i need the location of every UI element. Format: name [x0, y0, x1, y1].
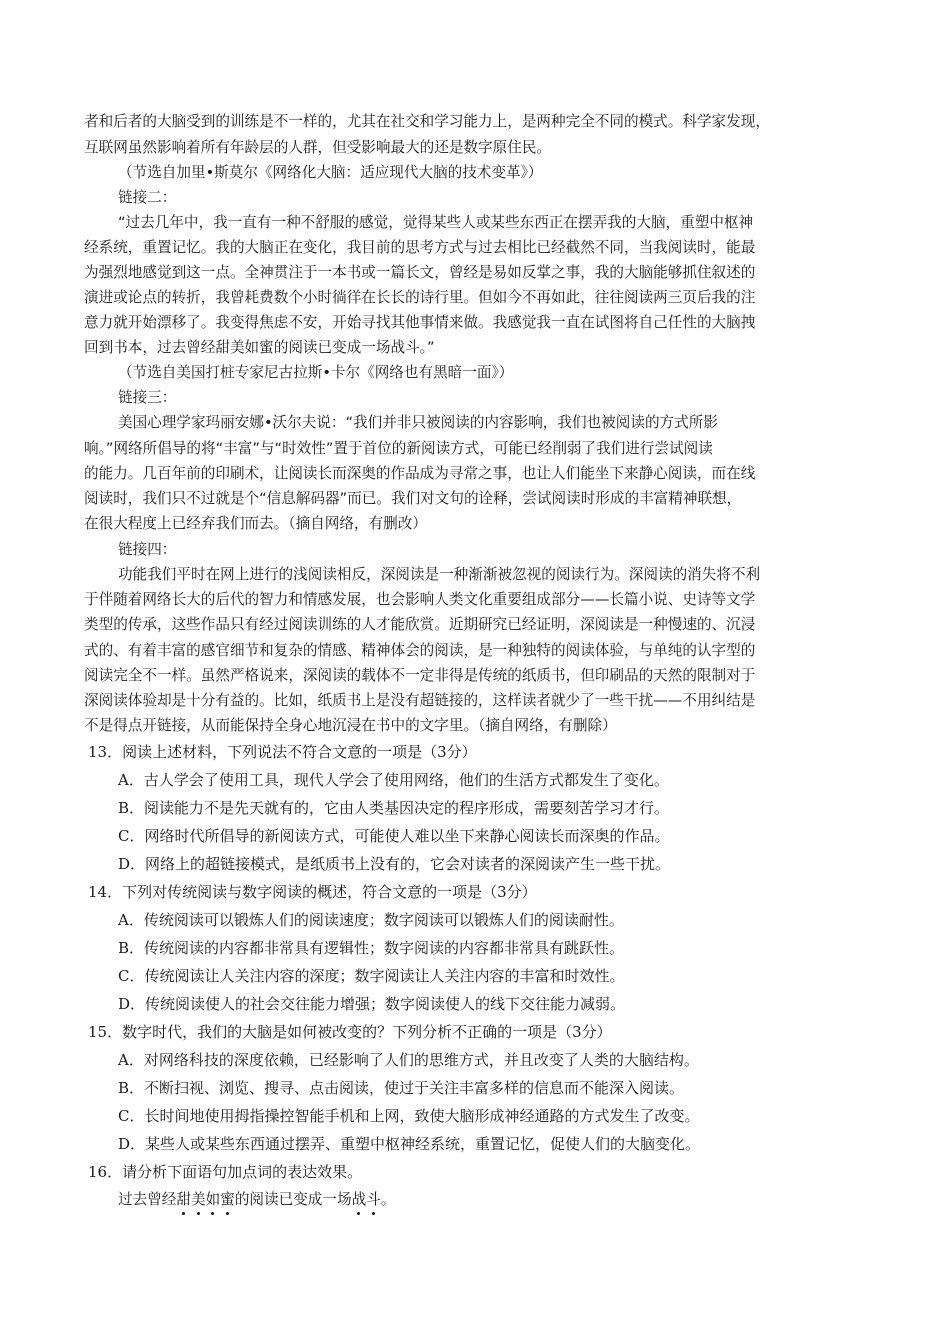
- section-heading: 链接二：: [118, 189, 177, 206]
- question-option: C．长时间地使用拇指操控智能手机和上网，致使大脑形成神经通路的方式发生了改变。: [118, 1107, 700, 1125]
- section-heading: 链接四：: [118, 541, 177, 558]
- emphasis-char: 如: [205, 1191, 221, 1208]
- passage-line: 功能我们平时在网上进行的浅阅读相反，深阅读是一种渐渐被忽视的阅读行为。深阅读的消失将不利: [118, 566, 761, 583]
- sentence-part: 。: [380, 1191, 396, 1208]
- dotted-word: [352, 1191, 381, 1208]
- question-stem: 16．请分析下面语句加点词的表达效果。: [88, 1163, 363, 1181]
- question-stem: 15．数字时代，我们的大脑是如何被改变的？下列分析不正确的一项是（3分）: [88, 1023, 612, 1041]
- passage-line: 式的、有着丰富的感官细节和复杂的情感、精神体会的阅读，是一种独特的阅读体验，与单纯的认字型的: [84, 642, 756, 659]
- emphasis-char: 战: [351, 1191, 367, 1208]
- passage-line: 演进或论点的转折，我曾耗费数个小时徜徉在长长的诗行里。但如今不再如此，往往阅读两三页后我的注: [84, 289, 756, 306]
- dotted-word: [176, 1191, 234, 1208]
- quoted-sentence: [118, 1190, 950, 1210]
- passage-line: 的能力。几百年前的印刷术，让阅读长而深奥的作品成为寻常之事，也让人们能坐下来静心阅读，而在线: [84, 465, 756, 482]
- question-option: D．某些人或某些东西通过摆弄、重塑中枢神经系统，重置记忆，促使人们的大脑变化。: [118, 1135, 701, 1153]
- passage-line: 经系统，重置记忆。我的大脑正在变化，我目前的思考方式与过去相比已经截然不同，当我阅读时，能最: [84, 239, 756, 256]
- passage-line: 互联网虽然影响着所有年龄层的人群，但受影响最大的还是数字原住民。: [84, 139, 552, 156]
- question-option: D．传统阅读使人的社会交往能力增强；数字阅读使人的线下交往能力减弱。: [118, 995, 626, 1013]
- question-option: C．传统阅读让人关注内容的深度；数字阅读让人关注内容的丰富和时效性。: [118, 967, 625, 985]
- question-option: B．传统阅读的内容都非常具有逻辑性；数字阅读的内容都非常具有跳跃性。: [118, 939, 625, 957]
- emphasis-char: 蜜: [220, 1191, 235, 1208]
- emphasis-char: 斗: [366, 1191, 381, 1208]
- passage-line: 美国心理学家玛丽安娜•沃尔夫说：“我们并非只被阅读的内容影响，我们也被阅读的方式所影: [118, 414, 718, 431]
- passage-line: 阅读时，我们只不过就是个“信息解码器”而已。我们对文句的诠释，尝试阅读时形成的丰富精神联想，: [84, 490, 742, 507]
- question-option: A．古人学会了使用工具，现代人学会了使用网络，他们的生活方式都发生了变化。: [118, 771, 669, 789]
- passage-line: 意力就开始漂移了。我变得焦虑不安，开始寻找其他事情来做。我感觉我一直在试图将自己任性的大脑拽: [84, 314, 756, 331]
- emphasis-char: 甜: [176, 1191, 191, 1208]
- sentence-part: 的阅读已变成一场: [234, 1191, 352, 1208]
- passage-line: 不是得点开链接，从而能保持全身心地沉浸在书中的文字里。（摘自网络，有删除）: [84, 717, 617, 734]
- question-option: B．阅读能力不是先天就有的，它由人类基因决定的程序形成，需要刻苦学习才行。: [118, 799, 670, 817]
- passage-line: 于伴随着网络长大的后代的智力和情感发展，也会影响人类文化重要组成部分——长篇小说、史诗等文学: [84, 591, 756, 608]
- question-stem: 14．下列对传统阅读与数字阅读的概述，符合文意的一项是（3分）: [88, 883, 537, 901]
- question-stem: 13．阅读上述材料，下列说法不符合文意的一项是（3分）: [88, 743, 477, 761]
- passage-source: （节选自加里•斯莫尔《网络化大脑：适应现代大脑的技术变革》）: [118, 164, 543, 181]
- passage-line: 回到书本，过去曾经甜美如蜜的阅读已变成一场战斗。”: [84, 339, 435, 356]
- passage-line: 为强烈地感觉到这一点。全神贯注于一本书或一篇长文，曾经是易如反掌之事，我的大脑能够抓住叙述的: [84, 264, 756, 281]
- passage-line: 者和后者的大脑受到的训练是不一样的，尤其在社交和学习能力上，是两种完全不同的模式。科学家发现，: [84, 113, 770, 130]
- sentence-part: 过去曾经: [118, 1191, 177, 1208]
- passage-line: 响。”网络所倡导的将“丰富”与“时效性”置于首位的新阅读方式，可能已经削弱了我们进行尝试阅读: [84, 440, 713, 457]
- emphasis-char: 美: [191, 1191, 206, 1208]
- question-option: C．网络时代所倡导的新阅读方式，可能使人难以坐下来静心阅读长而深奥的作品。: [118, 827, 670, 845]
- section-heading: 链接三：: [118, 389, 177, 406]
- passage-source: （节选自美国打桩专家尼古拉斯•卡尔《网络也有黑暗一面》）: [118, 364, 514, 381]
- question-option: B．不断扫视、浏览、搜寻、点击阅读，使过于关注丰富多样的信息而不能深入阅读。: [118, 1079, 685, 1097]
- passage-line: 阅读完全不一样。虽然严格说来，深阅读的载体不一定非得是传统的纸质书，但印刷品的天然的限制对于: [84, 667, 756, 684]
- passage-line: 深阅读体验却是十分有益的。比如，纸质书上是没有超链接的，这样读者就少了一些干扰——不用纠结是: [84, 692, 756, 709]
- question-option: A．传统阅读可以锻炼人们的阅读速度；数字阅读可以锻炼人们的阅读耐性。: [118, 911, 624, 929]
- passage-line: “过去几年中，我一直有一种不舒服的感觉，觉得某些人或某些东西正在摆弄我的大脑，重塑中枢神: [118, 214, 754, 231]
- passage-line: 类型的传承，这些作品只有经过阅读训练的人才能欣赏。近期研究已经证明，深阅读是一种慢速的、沉浸: [84, 616, 756, 633]
- question-option: D．网络上的超链接模式，是纸质书上没有的，它会对读者的深阅读产生一些干扰。: [118, 855, 671, 873]
- passage-line: 在很大程度上已经弃我们而去。（摘自网络，有删改）: [84, 515, 427, 532]
- question-option: A．对网络科技的深度依赖，已经影响了人们的思维方式，并且改变了人类的大脑结构。: [118, 1051, 699, 1069]
